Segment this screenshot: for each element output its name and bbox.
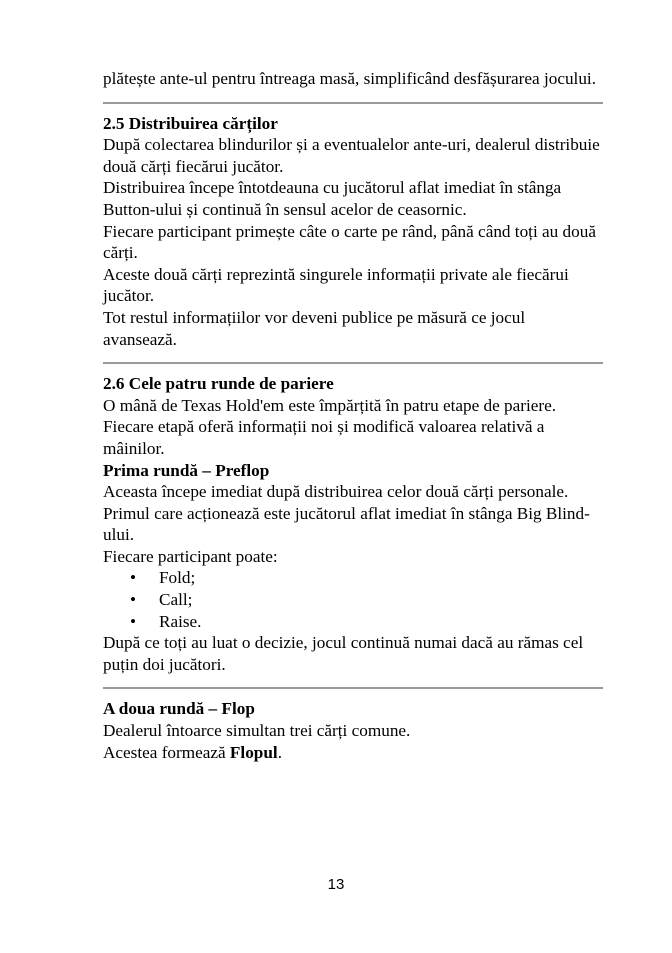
bullet-icon: • (130, 611, 137, 631)
paragraph: Fiecare participant primește câte o carte pe rând, până când toți au două cărți. (103, 221, 596, 263)
term-flopul: Flopul (229, 742, 278, 762)
section-divider (103, 362, 603, 364)
list-item: • Fold; (130, 568, 196, 588)
paragraph: Primul care acționează este jucătorul aflat imediat în stânga Big Blind-ului. (103, 503, 590, 545)
paragraph: După ce toți au luat o decizie, jocul continuă numai dacă au rămas cel puțin doi jucători. (103, 633, 584, 674)
page-content (103, 68, 603, 763)
options-list (103, 567, 603, 632)
paragraph: Fiecare participant poate: (103, 546, 278, 566)
intro-paragraph: plătește ante-ul pentru întreaga masă, simplificând desfășurarea jocului. (103, 69, 596, 88)
bullet-icon: • (130, 590, 137, 610)
list-item: • Raise. (130, 611, 202, 631)
paragraph: După colectarea blindurilor și a eventualelor ante-uri, dealerul distribuie două cărți fiecărui jucător. (103, 135, 600, 176)
section-divider (103, 687, 603, 689)
section-divider (103, 102, 603, 104)
paragraph: Fiecare etapă oferă informații noi și modifică valoarea relativă a mâinilor. (103, 417, 545, 458)
list-item: • Call; (130, 590, 193, 610)
section-heading-2-5: 2.5 Distribuirea cărților (103, 113, 278, 133)
paragraph: Acestea formează Flopul. (103, 742, 282, 762)
paragraph: Dealerul întoarce simultan trei cărți comune. (103, 721, 411, 741)
paragraph: O mână de Texas Hold'em este împărțită în patru etape de pariere. (103, 395, 557, 415)
subheading-preflop: Prima rundă – Preflop (103, 460, 270, 480)
section-heading-2-6: 2.6 Cele patru runde de pariere (103, 374, 334, 394)
paragraph: Tot restul informațiilor vor deveni publice pe măsură ce jocul avansează. (103, 307, 526, 349)
paragraph: Distribuirea începe întotdeauna cu jucătorul aflat imediat în stânga Button-ului și continuă în sensul acelor de ceasornic. (103, 178, 562, 219)
paragraph: Aceasta începe imediat după distribuirea celor două cărți personale. (103, 482, 569, 502)
subheading-flop: A doua rundă – Flop (103, 699, 255, 719)
page-number: 13 (327, 876, 345, 893)
paragraph: Aceste două cărți reprezintă singurele informații private ale fiecărui jucător. (103, 264, 569, 306)
bullet-icon: • (130, 568, 137, 588)
